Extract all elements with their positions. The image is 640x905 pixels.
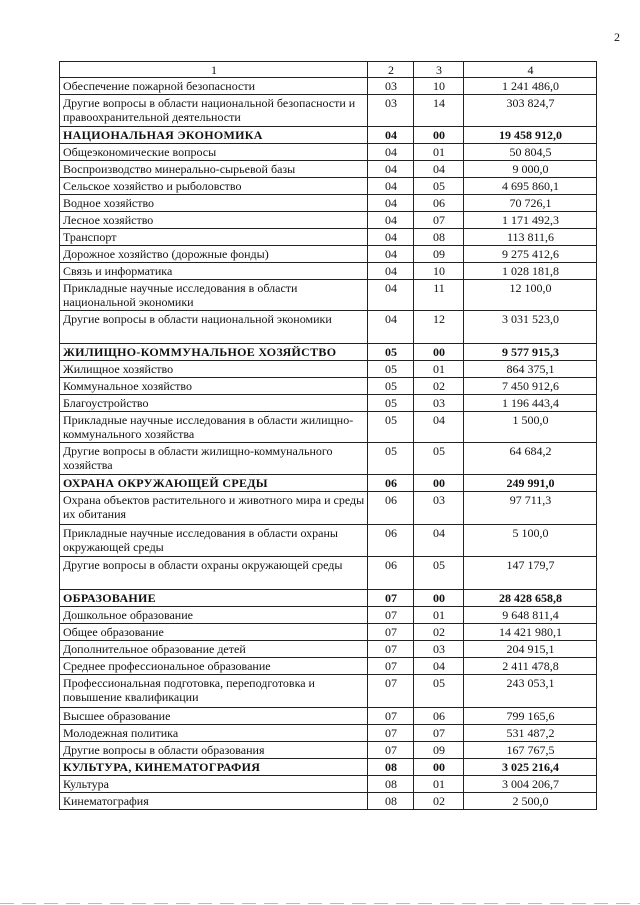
row-section-code: 03 <box>368 95 414 127</box>
table-row <box>60 658 597 675</box>
row-amount: 70 726,1 <box>464 195 597 212</box>
row-section-code: 04 <box>368 161 414 178</box>
row-amount: 303 824,7 <box>464 95 597 127</box>
row-amount: 7 450 912,6 <box>464 378 597 395</box>
row-name-cell: ЖИЛИЩНО-КОММУНАЛЬНОЕ ХОЗЯЙСТВО <box>60 344 368 361</box>
row-subsection-code: 04 <box>414 412 464 443</box>
row-subsection-code: 05 <box>414 178 464 195</box>
row-amount: 97 711,3 <box>464 492 597 525</box>
row-subsection-code: 00 <box>414 590 464 607</box>
row-name-cell: Транспорт <box>60 229 368 246</box>
row-name-cell: Дошкольное образование <box>60 607 368 624</box>
row-amount: 9 275 412,6 <box>464 246 597 263</box>
row-subsection-code: 04 <box>414 161 464 178</box>
table-header-row <box>60 62 597 78</box>
table-row <box>60 78 597 95</box>
row-name-cell: Высшее образование <box>60 708 368 725</box>
row-name-cell: Культура <box>60 776 368 793</box>
row-name-cell: Профессиональная подготовка, переподготовка и повышение квалификации <box>60 675 368 708</box>
row-subsection-code: 04 <box>414 525 464 557</box>
table-row <box>60 624 597 641</box>
row-name-cell: Дополнительное образование детей <box>60 641 368 658</box>
row-name-cell: Прикладные научные исследования в области охраны окружающей среды <box>60 525 368 557</box>
row-section-code: 06 <box>368 525 414 557</box>
row-section-code: 08 <box>368 759 414 776</box>
row-amount: 113 811,6 <box>464 229 597 246</box>
row-subsection-code: 06 <box>414 195 464 212</box>
table-row <box>60 557 597 590</box>
row-amount: 9 000,0 <box>464 161 597 178</box>
header-col-name: 1 <box>60 62 368 78</box>
row-section-code: 08 <box>368 776 414 793</box>
row-section-code: 04 <box>368 229 414 246</box>
row-name-cell: Молодежная политика <box>60 725 368 742</box>
row-section-code: 04 <box>368 127 414 144</box>
row-section-code: 04 <box>368 144 414 161</box>
table-row <box>60 708 597 725</box>
row-name-cell: Другие вопросы в области национальной безопасности и правоохранительной деятельности <box>60 95 368 127</box>
row-amount: 3 004 206,7 <box>464 776 597 793</box>
row-amount: 9 648 811,4 <box>464 607 597 624</box>
row-subsection-code: 10 <box>414 78 464 95</box>
row-amount: 64 684,2 <box>464 443 597 475</box>
row-subsection-code: 14 <box>414 95 464 127</box>
table-row <box>60 607 597 624</box>
row-subsection-code: 01 <box>414 144 464 161</box>
row-section-code: 03 <box>368 78 414 95</box>
row-subsection-code: 00 <box>414 127 464 144</box>
table-row <box>60 742 597 759</box>
row-name-cell: Прикладные научные исследования в области жилищно- коммунального хозяйства <box>60 412 368 443</box>
row-section-code: 04 <box>368 280 414 311</box>
row-subsection-code: 00 <box>414 475 464 492</box>
row-subsection-code: 02 <box>414 378 464 395</box>
table-row <box>60 725 597 742</box>
row-name-cell: Лесное хозяйство <box>60 212 368 229</box>
row-amount: 1 171 492,3 <box>464 212 597 229</box>
row-section-code: 06 <box>368 492 414 525</box>
row-subsection-code: 12 <box>414 311 464 344</box>
row-name-cell: Другие вопросы в области охраны окружающей среды <box>60 557 368 590</box>
row-subsection-code: 03 <box>414 492 464 525</box>
row-amount: 864 375,1 <box>464 361 597 378</box>
row-section-code: 04 <box>368 178 414 195</box>
row-subsection-code: 00 <box>414 759 464 776</box>
page-number: 2 <box>614 30 620 44</box>
table-row <box>60 246 597 263</box>
row-amount: 14 421 980,1 <box>464 624 597 641</box>
row-subsection-code: 07 <box>414 725 464 742</box>
row-amount: 1 500,0 <box>464 412 597 443</box>
row-section-code: 07 <box>368 624 414 641</box>
row-subsection-code: 07 <box>414 212 464 229</box>
table-row <box>60 412 597 443</box>
row-subsection-code: 01 <box>414 361 464 378</box>
row-subsection-code: 02 <box>414 624 464 641</box>
row-subsection-code: 05 <box>414 557 464 590</box>
row-section-code: 06 <box>368 475 414 492</box>
table-row <box>60 776 597 793</box>
row-section-code: 05 <box>368 344 414 361</box>
table-row <box>60 443 597 475</box>
row-section-code: 07 <box>368 708 414 725</box>
table-row <box>60 641 597 658</box>
row-section-code: 06 <box>368 557 414 590</box>
row-name-cell: Коммунальное хозяйство <box>60 378 368 395</box>
table-row <box>60 492 597 525</box>
row-name-cell: Прикладные научные исследования в области национальной экономики <box>60 280 368 311</box>
row-section-code: 05 <box>368 378 414 395</box>
row-subsection-code: 00 <box>414 344 464 361</box>
row-amount: 9 577 915,3 <box>464 344 597 361</box>
table-row <box>60 195 597 212</box>
row-name-cell: ОХРАНА ОКРУЖАЮЩЕЙ СРЕДЫ <box>60 475 368 492</box>
table-row <box>60 395 597 412</box>
row-subsection-code: 02 <box>414 793 464 810</box>
row-subsection-code: 10 <box>414 263 464 280</box>
row-amount: 2 411 478,8 <box>464 658 597 675</box>
row-name-cell: Водное хозяйство <box>60 195 368 212</box>
row-name-cell: Обеспечение пожарной безопасности <box>60 78 368 95</box>
row-subsection-code: 03 <box>414 395 464 412</box>
row-amount: 167 767,5 <box>464 742 597 759</box>
table-section-row <box>60 759 597 776</box>
row-section-code: 05 <box>368 412 414 443</box>
row-amount: 19 458 912,0 <box>464 127 597 144</box>
row-amount: 1 028 181,8 <box>464 263 597 280</box>
row-subsection-code: 04 <box>414 658 464 675</box>
table-row <box>60 144 597 161</box>
row-section-code: 07 <box>368 725 414 742</box>
row-subsection-code: 03 <box>414 641 464 658</box>
row-section-code: 07 <box>368 658 414 675</box>
row-section-code: 05 <box>368 443 414 475</box>
row-amount: 4 695 860,1 <box>464 178 597 195</box>
row-amount: 3 031 523,0 <box>464 311 597 344</box>
row-name-cell: Общее образование <box>60 624 368 641</box>
table-row <box>60 229 597 246</box>
row-name-cell: Сельское хозяйство и рыболовство <box>60 178 368 195</box>
row-subsection-code: 05 <box>414 443 464 475</box>
row-name-cell: КУЛЬТУРА, КИНЕМАТОГРАФИЯ <box>60 759 368 776</box>
header-col-subsection: 3 <box>414 62 464 78</box>
row-name-cell: Охрана объектов растительного и животного мира и среды их обитания <box>60 492 368 525</box>
row-name-cell: Благоустройство <box>60 395 368 412</box>
row-name-cell: Жилищное хозяйство <box>60 361 368 378</box>
table-row <box>60 378 597 395</box>
row-subsection-code: 09 <box>414 246 464 263</box>
row-subsection-code: 01 <box>414 607 464 624</box>
row-subsection-code: 05 <box>414 675 464 708</box>
row-amount: 147 179,7 <box>464 557 597 590</box>
row-name-cell: Кинематография <box>60 793 368 810</box>
row-section-code: 07 <box>368 742 414 759</box>
row-amount: 531 487,2 <box>464 725 597 742</box>
row-section-code: 04 <box>368 263 414 280</box>
row-name-cell: Дорожное хозяйство (дорожные фонды) <box>60 246 368 263</box>
row-name-cell: Воспроизводство минерально-сырьевой базы <box>60 161 368 178</box>
row-subsection-code: 01 <box>414 776 464 793</box>
row-amount: 204 915,1 <box>464 641 597 658</box>
row-section-code: 07 <box>368 607 414 624</box>
table-row <box>60 311 597 344</box>
table-section-row <box>60 127 597 144</box>
row-subsection-code: 06 <box>414 708 464 725</box>
header-col-amount: 4 <box>464 62 597 78</box>
row-section-code: 07 <box>368 641 414 658</box>
header-col-section: 2 <box>368 62 414 78</box>
row-subsection-code: 08 <box>414 229 464 246</box>
table-section-row <box>60 590 597 607</box>
row-name-cell: НАЦИОНАЛЬНАЯ ЭКОНОМИКА <box>60 127 368 144</box>
row-name-cell: Другие вопросы в области жилищно-коммунального хозяйства <box>60 443 368 475</box>
row-section-code: 04 <box>368 311 414 344</box>
table-row <box>60 178 597 195</box>
row-amount: 5 100,0 <box>464 525 597 557</box>
row-amount: 50 804,5 <box>464 144 597 161</box>
row-section-code: 07 <box>368 675 414 708</box>
row-amount: 1 196 443,4 <box>464 395 597 412</box>
table-section-row <box>60 344 597 361</box>
table-row <box>60 525 597 557</box>
row-section-code: 04 <box>368 212 414 229</box>
row-section-code: 05 <box>368 361 414 378</box>
scan-edge-line <box>0 903 640 904</box>
row-name-cell: ОБРАЗОВАНИЕ <box>60 590 368 607</box>
row-amount: 28 428 658,8 <box>464 590 597 607</box>
row-amount: 799 165,6 <box>464 708 597 725</box>
row-amount: 243 053,1 <box>464 675 597 708</box>
budget-table <box>59 61 597 810</box>
table-row <box>60 212 597 229</box>
row-section-code: 08 <box>368 793 414 810</box>
row-section-code: 04 <box>368 246 414 263</box>
row-section-code: 07 <box>368 590 414 607</box>
row-name-cell: Другие вопросы в области образования <box>60 742 368 759</box>
row-amount: 1 241 486,0 <box>464 78 597 95</box>
table-section-row <box>60 475 597 492</box>
row-name-cell: Общеэкономические вопросы <box>60 144 368 161</box>
table-row <box>60 361 597 378</box>
table-row <box>60 793 597 810</box>
table-row <box>60 675 597 708</box>
table-row <box>60 280 597 311</box>
table-row <box>60 95 597 127</box>
row-name-cell: Среднее профессиональное образование <box>60 658 368 675</box>
row-subsection-code: 11 <box>414 280 464 311</box>
row-section-code: 04 <box>368 195 414 212</box>
row-amount: 249 991,0 <box>464 475 597 492</box>
row-subsection-code: 09 <box>414 742 464 759</box>
row-amount: 12 100,0 <box>464 280 597 311</box>
row-name-cell: Другие вопросы в области национальной экономики <box>60 311 368 344</box>
row-amount: 3 025 216,4 <box>464 759 597 776</box>
row-name-cell: Связь и информатика <box>60 263 368 280</box>
row-section-code: 05 <box>368 395 414 412</box>
table-row <box>60 263 597 280</box>
row-amount: 2 500,0 <box>464 793 597 810</box>
table-row <box>60 161 597 178</box>
